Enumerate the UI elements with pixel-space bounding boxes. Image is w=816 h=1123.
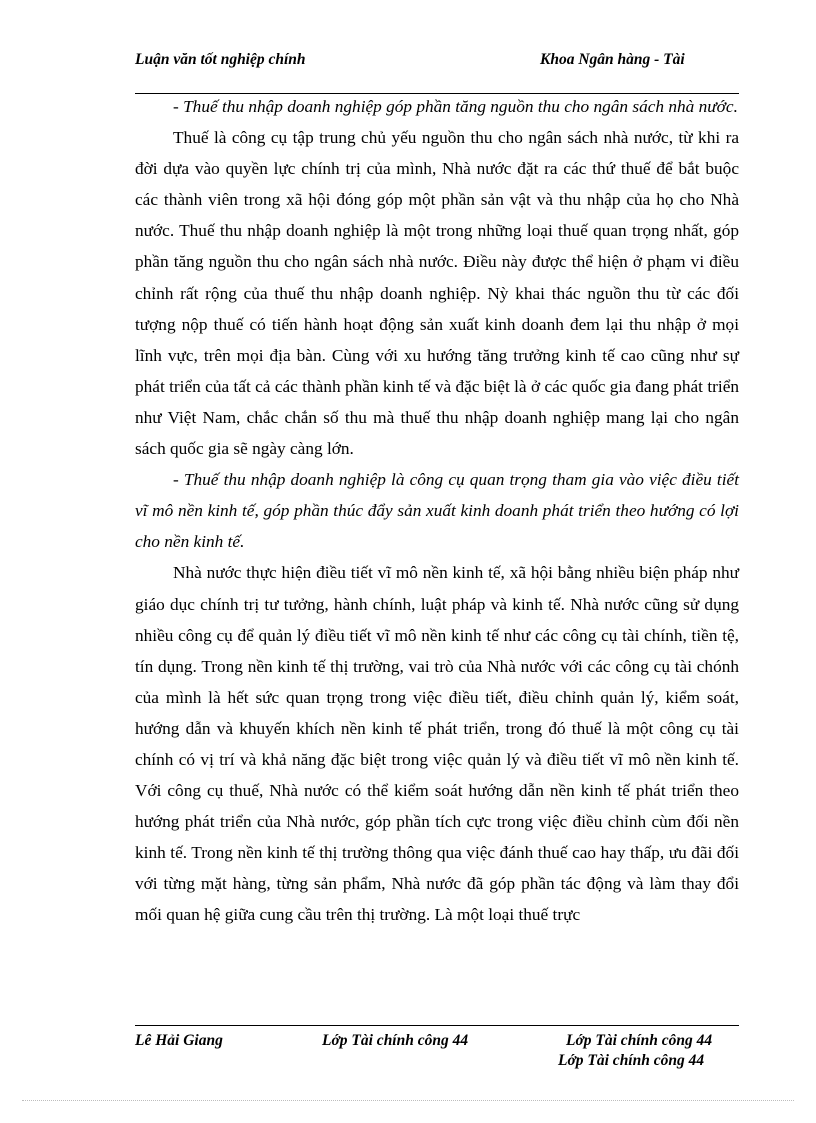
footer-author: Lê Hải Giang [135,1032,223,1049]
paragraph-heading-2: - Thuế thu nhập doanh nghiệp là công cụ quan trọng tham gia vào việc điều tiết vĩ mô nền kinh tế, góp phần thúc đẩy sản xuất kinh doanh phát triển theo hướng có lợi cho nền kinh tế. [135,470,739,552]
footer-class-right: Lớp Tài chính công 44 [566,1032,713,1049]
paragraph-heading-1: - Thuế thu nhập doanh nghiệp góp phần tăng nguồn thu cho ngân sách nhà nước. [173,97,738,116]
footer-rule [135,1025,739,1026]
header-right-title: Khoa Ngân hàng - Tài [540,51,685,68]
footer-class-center: Lớp Tài chính công 44 [322,1032,469,1049]
paragraph-body-2: Nhà nước thực hiện điều tiết vĩ mô nền kinh tế, xã hội bằng nhiều biện pháp như giáo dục chính trị tư tưởng, hành chính, luật pháp và kinh tế. Nhà nước cũng sử dụng nhiều công cụ để quản lý điều tiết vĩ mô nền kinh tế như các công cụ tài chính, tiền tệ, tín dụng. Trong nền kinh tế thị trường, vai trò của Nhà nước với các công cụ tài chónh của mình là hết sức quan trọng trong việc điều tiết, điều chỉnh quản lý, kiểm soát, hướng dẫn và khuyến khích nền kinh tế phát triển, trong đó thuế là một công cụ tài chính có vị trí và khả năng đặc biệt trong việc quản lý và điều tiết vĩ mô nền kinh tế. Với công cụ thuế, Nhà nước có thể kiểm soát hướng dẫn nền kinh tế phát triển theo hướng phát triển của Nhà nước, góp phần tích cực trong việc điều chỉnh cùm đối nền kinh tế. Trong nền kinh tế thị trường thông qua việc đánh thuế cao hay thấp, ưu đãi đối với từng mặt hàng, từng sản phẩm, Nhà nước đã góp phần tác động và làm thay đổi mối quan hệ giữa cung cầu trên thị trường. Là một loại thuế trực [135,563,739,925]
body-text [135,91,739,931]
footer-class-right-repeat: Lớp Tài chính công 44 [558,1052,705,1069]
page-bottom-dotted-line [22,1100,794,1101]
paragraph-body-1: Thuế là công cụ tập trung chủ yếu nguồn thu cho ngân sách nhà nước, từ khi ra đời dựa vào quyền lực chính trị của mình, Nhà nước đặt ra các thứ thuế để bắt buộc các thành viên trong xã hội đóng góp một phần sản vật và thu nhập của họ cho Nhà nước. Thuế thu nhập doanh nghiệp là một trong những loại thuế quan trọng nhất, góp phần tăng nguồn thu cho ngân sách nhà nước. Điều này được thể hiện ở phạm vi điều chỉnh rất rộng của thuế thu nhập doanh nghiệp. Nỳ khai thác nguồn thu từ các đối tượng nộp thuế có tiến hành hoạt động sản xuất kinh doanh đem lại thu nhập ở mọi lĩnh vực, trên mọi địa bàn. Cùng với xu hướng tăng trưởng kinh tế cao cũng như sự phát triển của tất cả các thành phần kinh tế và đặc biệt là ở các quốc gia đang phát triển như Việt Nam, chắc chắn số thu mà thuế thu nhập doanh nghiệp mang lại cho ngân sách quốc gia sẽ ngày càng lớn. [135,128,739,459]
header-left-title: Luận văn tốt nghiệp chính [135,51,306,68]
